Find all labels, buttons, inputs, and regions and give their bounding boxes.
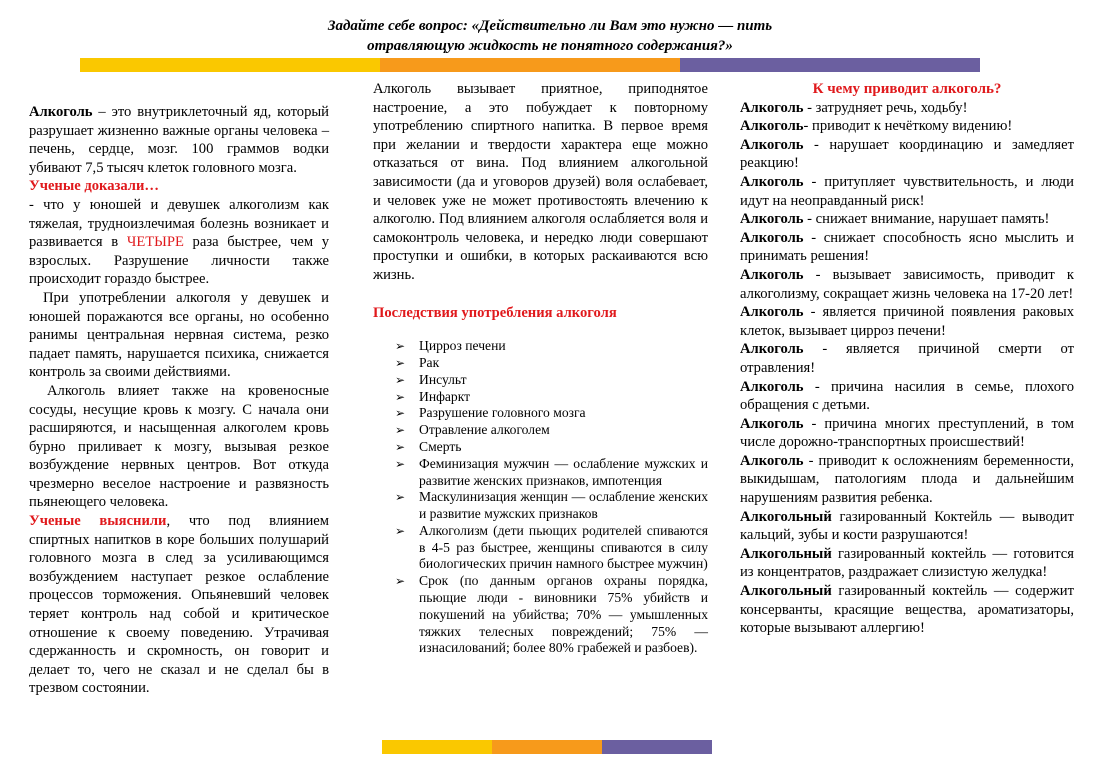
effect-item: Алкоголь - притупляет чувствительность, и люди идут на неоправданный риск! [740,173,1074,209]
term-alcohol: Алкоголь [740,118,804,135]
term-alcohol: Алкоголь [740,415,804,432]
list-item: ➢ Смерть [395,438,462,454]
arrow-bullet-icon: ➢ [395,574,406,589]
arrow-bullet-icon: ➢ [395,406,406,421]
red-highlight: ЧЕТЫРЕ [126,234,184,251]
left-paragraph-2: - что у юношей и девушек алкоголизм как тяжелая, трудноизлечимая болезнь возникает и развивается в ЧЕТЫРЕ раза быстрее, чем у взрослых. Разрушение личности также происходит гораздо быстрее. [29,196,330,288]
effects-list [740,99,1074,638]
term-alcohol: Алкоголь [740,378,804,395]
effect-item: Алкогольный газированный Коктейль — выводит кальций, зубы и кости разрушаются! [740,508,1074,544]
consequences-list [395,338,708,657]
term-alcohol: Алкоголь [740,173,804,190]
effect-item: Алкоголь - снижает внимание, нарушает память! [740,211,1050,228]
found-heading: Ученые выяснили [29,513,167,530]
effect-item: Алкогольный газированный коктейль — содержит консерванты, красящие вещества, ароматизаторы, которые вызывают аллергию! [740,583,1074,637]
effect-item: Алкоголь - вызывает зависимость, приводит к алкоголизму, сокращает жизнь человека на 17-20 лет! [740,266,1074,302]
page-title [200,16,900,56]
effect-item: Алкоголь - причина насилия в семье, плохого обращения с детьми. [740,378,1074,414]
effects-heading: К чему приводит алкоголь? [812,81,1002,97]
list-item: ➢ Срок (по данным органов охраны порядка, пьющие люди - виновники 75% убийств и покушений на убийства; 70% — умышленных тяжких телесных повреждений; 75% — изнасилований; более 80% грабежей и разбоев). [395,573,708,656]
effect-item: Алкоголь - является причиной появления раковых клеток, вызывает цирроз печени! [740,304,1074,339]
title-line-1: Задайте себе вопрос: «Действительно ли Вам это нужно — пить [327,18,773,34]
left-column [29,103,329,698]
effect-item: Алкоголь - нарушает координацию и замедляет реакцию! [740,136,1074,172]
effect-item: Алкоголь - приводит к осложнениям беременности, выкидышам, патологиям плода и дальнейшим нарушениям развития ребенка. [740,452,1074,507]
bottom-color-bar [382,740,712,754]
effect-item: Алкоголь - затрудняет речь, ходьбу! [740,99,968,116]
right-column [740,80,1074,638]
effect-item: Алкоголь - является причиной смерти от отравления! [740,341,1074,376]
effect-item: Алкоголь - причина многих преступлений, в том числе дорожно-транспортных происшествий! [740,415,1074,451]
arrow-bullet-icon: ➢ [395,389,406,404]
title-line-2: отравляющую жидкость не понятного содержания?» [367,38,733,54]
arrow-bullet-icon: ➢ [395,490,406,505]
term-alcohol: Алкогольный [740,508,832,525]
bar-segment-purple [602,740,712,754]
term-alcohol: Алкоголь [29,104,93,120]
top-color-bar [80,58,980,72]
list-item: ➢ Цирроз печени [395,338,506,354]
term-alcohol: Алкогольный [740,583,832,600]
list-item: ➢ Инфаркт [395,388,471,404]
arrow-bullet-icon: ➢ [395,423,406,438]
effect-item: Алкоголь - снижает способность ясно мыслить и принимать решения! [740,229,1074,265]
list-item: ➢ Разрушение головного мозга [395,405,586,421]
arrow-bullet-icon: ➢ [395,372,406,387]
middle-paragraph-1: Алкоголь вызывает приятное, приподнятое настроение, а это побуждает к повторному употреблению спиртного напитка. В первое время при желании и твердости характера еще можно отказаться от вина. Под влиянием алкогольной зависимости (да и уговоров друзей) воля ослабевает, и человек уже не может противостоять влечению к алкоголю. Под влиянием алкоголя ослабляется воля и самоконтроль человека, и нередко люди совершают проступки и ошибки, в которых раскаиваются всю жизнь. [373,81,708,283]
bar-segment-orange [492,740,602,754]
term-alcohol: Алкоголь [740,304,804,321]
consequences-heading: Последствия употребления алкоголя [373,304,617,321]
term-alcohol: Алкоголь [740,229,804,246]
effect-item: Алкоголь- приводит к нечёткому видению! [740,118,1013,135]
middle-column [373,80,708,657]
arrow-bullet-icon: ➢ [395,456,406,471]
left-paragraph-3: При употреблении алкоголя у девушек и юношей поражаются все органы, но особенно ранимы центральная нервная система, резко падает память, нарушается психика, снижается контроль за своими действиями. [29,289,329,381]
list-item: ➢ Феминизация мужчин — ослабление мужских и развитие женских признаков, импотенция [395,455,708,488]
arrow-bullet-icon: ➢ [395,355,406,370]
list-item: ➢ Инсульт [395,371,467,387]
list-item: ➢ Отравление алкоголем [395,422,550,438]
proved-heading: Ученые доказали… [29,178,159,195]
effect-item: Алкогольный газированный коктейль — готовится из концентратов, раздражает слизистую желудка! [740,545,1074,581]
list-item: ➢ Алкоголизм (дети пьющих родителей спиваются в 4-5 раз быстрее, женщины спиваются в силу биологических причин намного быстрее мужчин) [395,522,708,572]
left-paragraph-5: Ученые выяснили, что под влиянием спиртных напитков в коре больших полушарий головного мозга в след за усиливающимся возбуждением наступает резкое ослабление процессов торможения. Опьяневший человек теряет контроль над собой и критическое отношение к своему поведению. Утрачивая сдержанность и скромность, он говорит и делает то, чего не сказал и не сделал бы в трезвом состоянии. [29,513,329,697]
list-item: ➢ Маскулинизация женщин — ослабление женских и развитие мужских признаков [395,489,708,522]
term-alcohol: Алкоголь [740,452,804,469]
bar-segment-orange [380,58,680,72]
term-alcohol: Алкоголь [740,99,804,116]
bar-segment-yellow [382,740,492,754]
arrow-bullet-icon: ➢ [395,439,406,454]
left-paragraph-4: Алкоголь влияет также на кровеносные сосуды, несущие кровь к мозгу. С начала они расширяются, и насыщенная алкоголем кровь бурно приливает к мозгу, вызывая резкое возбуждение нервных центров. Вот откуда чрезмерно веселое настроение и развязность пьянеющего человека. [29,382,329,511]
arrow-bullet-icon: ➢ [395,523,406,538]
term-alcohol: Алкоголь [740,136,804,153]
list-item: ➢ Рак [395,354,440,370]
bar-segment-yellow [80,58,380,72]
arrow-bullet-icon: ➢ [395,339,406,354]
left-paragraph-1: Алкоголь – это внутриклеточный яд, который разрушает жизненно важные органы человека – печень, сердце, мозг. 100 граммов водки убивают 7,5 тысяч клеток головного мозга. [29,104,329,176]
term-alcohol: Алкогольный [740,545,832,562]
term-alcohol: Алкоголь [740,211,804,228]
bar-segment-purple [680,58,980,72]
term-alcohol: Алкоголь [740,266,804,283]
term-alcohol: Алкоголь [740,341,804,358]
